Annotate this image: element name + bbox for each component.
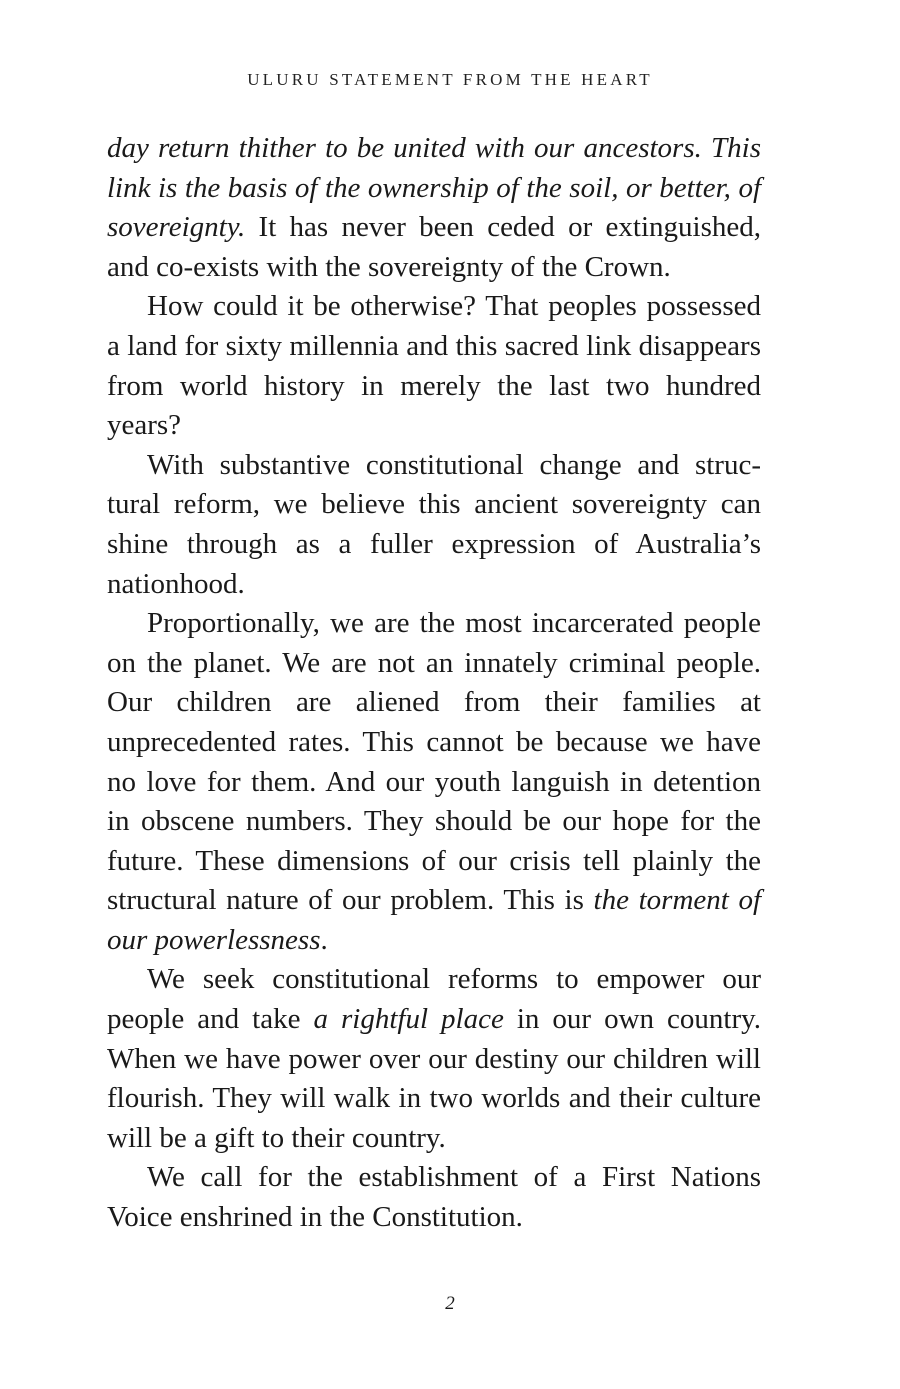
paragraph-6 <box>107 1158 761 1237</box>
paragraph-4-italic: the torment of our powerlessness <box>107 884 762 956</box>
paragraph-3 <box>107 446 761 604</box>
paragraph-2 <box>107 287 761 445</box>
paragraph-1-italic: day return thither to be united with our ancestors. This link is the basis of the ownership of the soil, or better, of sovereignty. <box>107 132 761 244</box>
running-head: ULURU STATEMENT FROM THE HEART <box>247 70 653 89</box>
paragraph-2-text: How could it be otherwise? That peoples possessed a land for sixty millennia and this sacred link disappears from world history in merely the last two hundred years? <box>107 290 761 442</box>
paragraph-4-period: . <box>320 923 328 956</box>
paragraph-5-roman-a: We seek constitutional reforms to empower our people and take <box>107 963 761 1036</box>
page-number: 2 <box>445 1293 455 1314</box>
paragraph-1-roman: It has never been ceded or extinguished, and co-exists with the sovereignty of the Crown. <box>107 211 761 283</box>
paragraph-5 <box>107 960 761 1158</box>
paragraph-5-roman-b: in our own country. When we have power over our destiny our children will flourish. They will walk in two worlds and their culture will be a gift to their country. <box>107 1003 761 1154</box>
paragraph-3-text: With substantive constitutional change and structural reform, we believe this ancient sovereignty can shine through as a fuller expression of Australia’s nationhood. <box>107 448 761 600</box>
paragraph-4-roman: Proportionally, we are the most incarcerated people on the planet. We are not an innately criminal people. Our children are aliened from their families at unprecedented rates. This cannot be because we have no love for them. And our youth languish in detention in obscene numbers. They should be our hope for the future. These dimensions of our crisis tell plainly the structural nature of our problem. This is <box>107 607 761 917</box>
paragraph-1 <box>107 129 761 287</box>
paragraph-5-italic: a rightful place <box>313 1003 504 1036</box>
paragraph-4 <box>107 604 761 960</box>
paragraph-6-text: We call for the establishment of a First Nations Voice enshrined in the Constitution. <box>107 1161 761 1234</box>
body-text <box>107 129 761 1238</box>
